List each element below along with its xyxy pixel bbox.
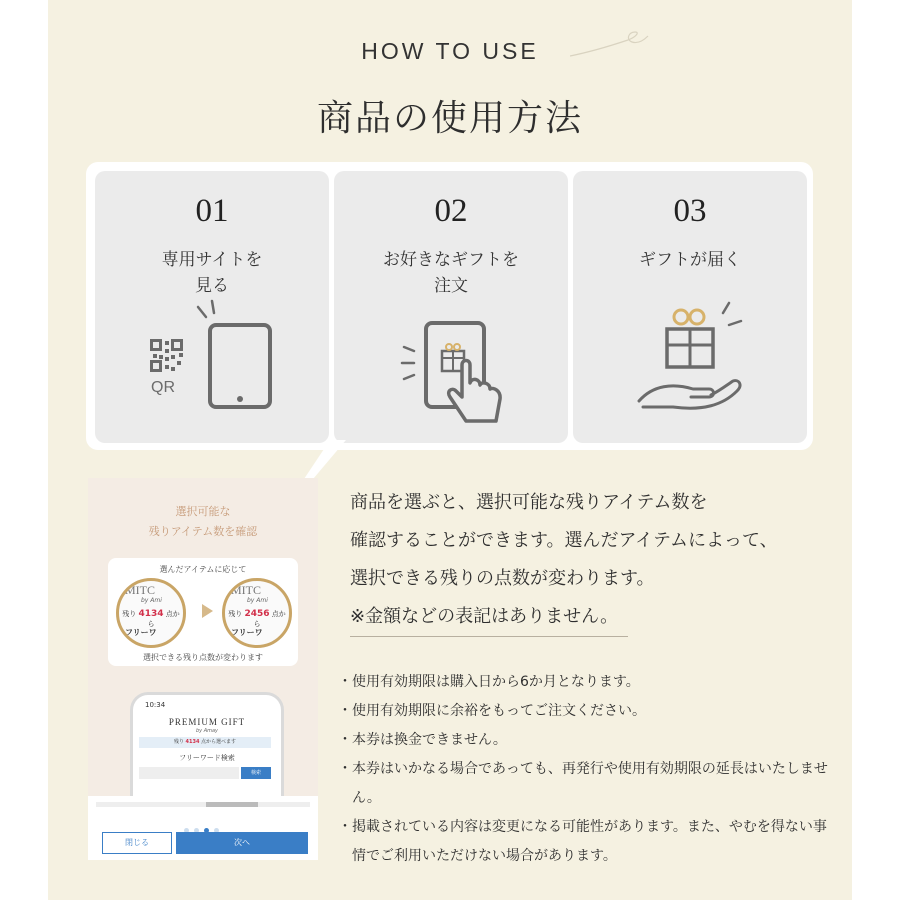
list-item: ・掲載されている内容は変更になる可能性があります。また、やむを得ない事情でご利用いただけない場合があります。 [338, 819, 827, 864]
step-card-3 [573, 171, 807, 443]
phone-frame: 10:34 PREMIUM GIFT by Amay 残り 4134 点から選べます フリーワード検索 検索 [130, 692, 284, 815]
zoom-circle-after: MITC by Ami 残り 2456 点から フリーワ [222, 578, 292, 648]
page-title: 商品の使用方法 [316, 98, 583, 139]
remaining-count-card: 選んだアイテムに応じて MITC by Ami 残り 4134 点から フリーワ MITC by Ami 残り 2456 点から フリーワ 選択できる残り点数が変わります [108, 558, 298, 666]
step-label: お好きなギフトを 注文 [383, 250, 519, 296]
search-button: 検索 [241, 767, 271, 779]
arrow-right-icon [202, 604, 213, 618]
next-button: 次へ [176, 832, 308, 854]
list-item: ・本券は換金できません。 [338, 732, 507, 748]
terms-list [338, 668, 828, 871]
step-card-1 [95, 171, 329, 443]
freeword-input [139, 767, 239, 779]
zoom-circle-before: MITC by Ami 残り 4134 点から フリーワ [116, 578, 186, 648]
step-number: 01 [195, 193, 229, 229]
qr-label: QR [151, 379, 175, 396]
section-eyebrow: HOW TO USE [361, 38, 539, 64]
step-label: 専用サイトを 見る [161, 250, 263, 296]
step-card-2 [334, 171, 568, 443]
list-item: ・使用有効期限に余裕をもってご注文ください。 [338, 703, 646, 719]
tablet-qr-icon [95, 299, 329, 419]
ribbon-flourish-icon [570, 26, 650, 66]
step-number: 02 [434, 193, 468, 229]
close-button: 閉じる [102, 832, 172, 854]
site-preview-mockup [88, 478, 318, 860]
list-item: ・使用有効期限は購入日から6か月となります。 [338, 674, 640, 690]
amount-note: ※金額などの表記はありません。 [350, 598, 628, 637]
mock-footer [88, 796, 318, 860]
gift-hand-icon [573, 299, 807, 419]
description-text: 商品を選ぶと、選択可能な残りアイテム数を 確認することができます。選んだアイテムによって、 選択できる残りの点数が変わります。 ※金額などの表記はありません。 [350, 484, 830, 637]
step-label: ギフトが届く [639, 250, 741, 270]
list-item: ・本券はいかなる場合であっても、再発行や使用有効期限の延長はいたしません。 [338, 761, 828, 806]
step-number: 03 [673, 193, 707, 229]
remaining-bar: 残り 4134 点から選べます [139, 737, 271, 748]
phone-tap-icon [334, 299, 568, 429]
mock-heading: 選択可能な 残りアイテム数を確認 [148, 505, 258, 538]
scrollbar [96, 802, 310, 807]
